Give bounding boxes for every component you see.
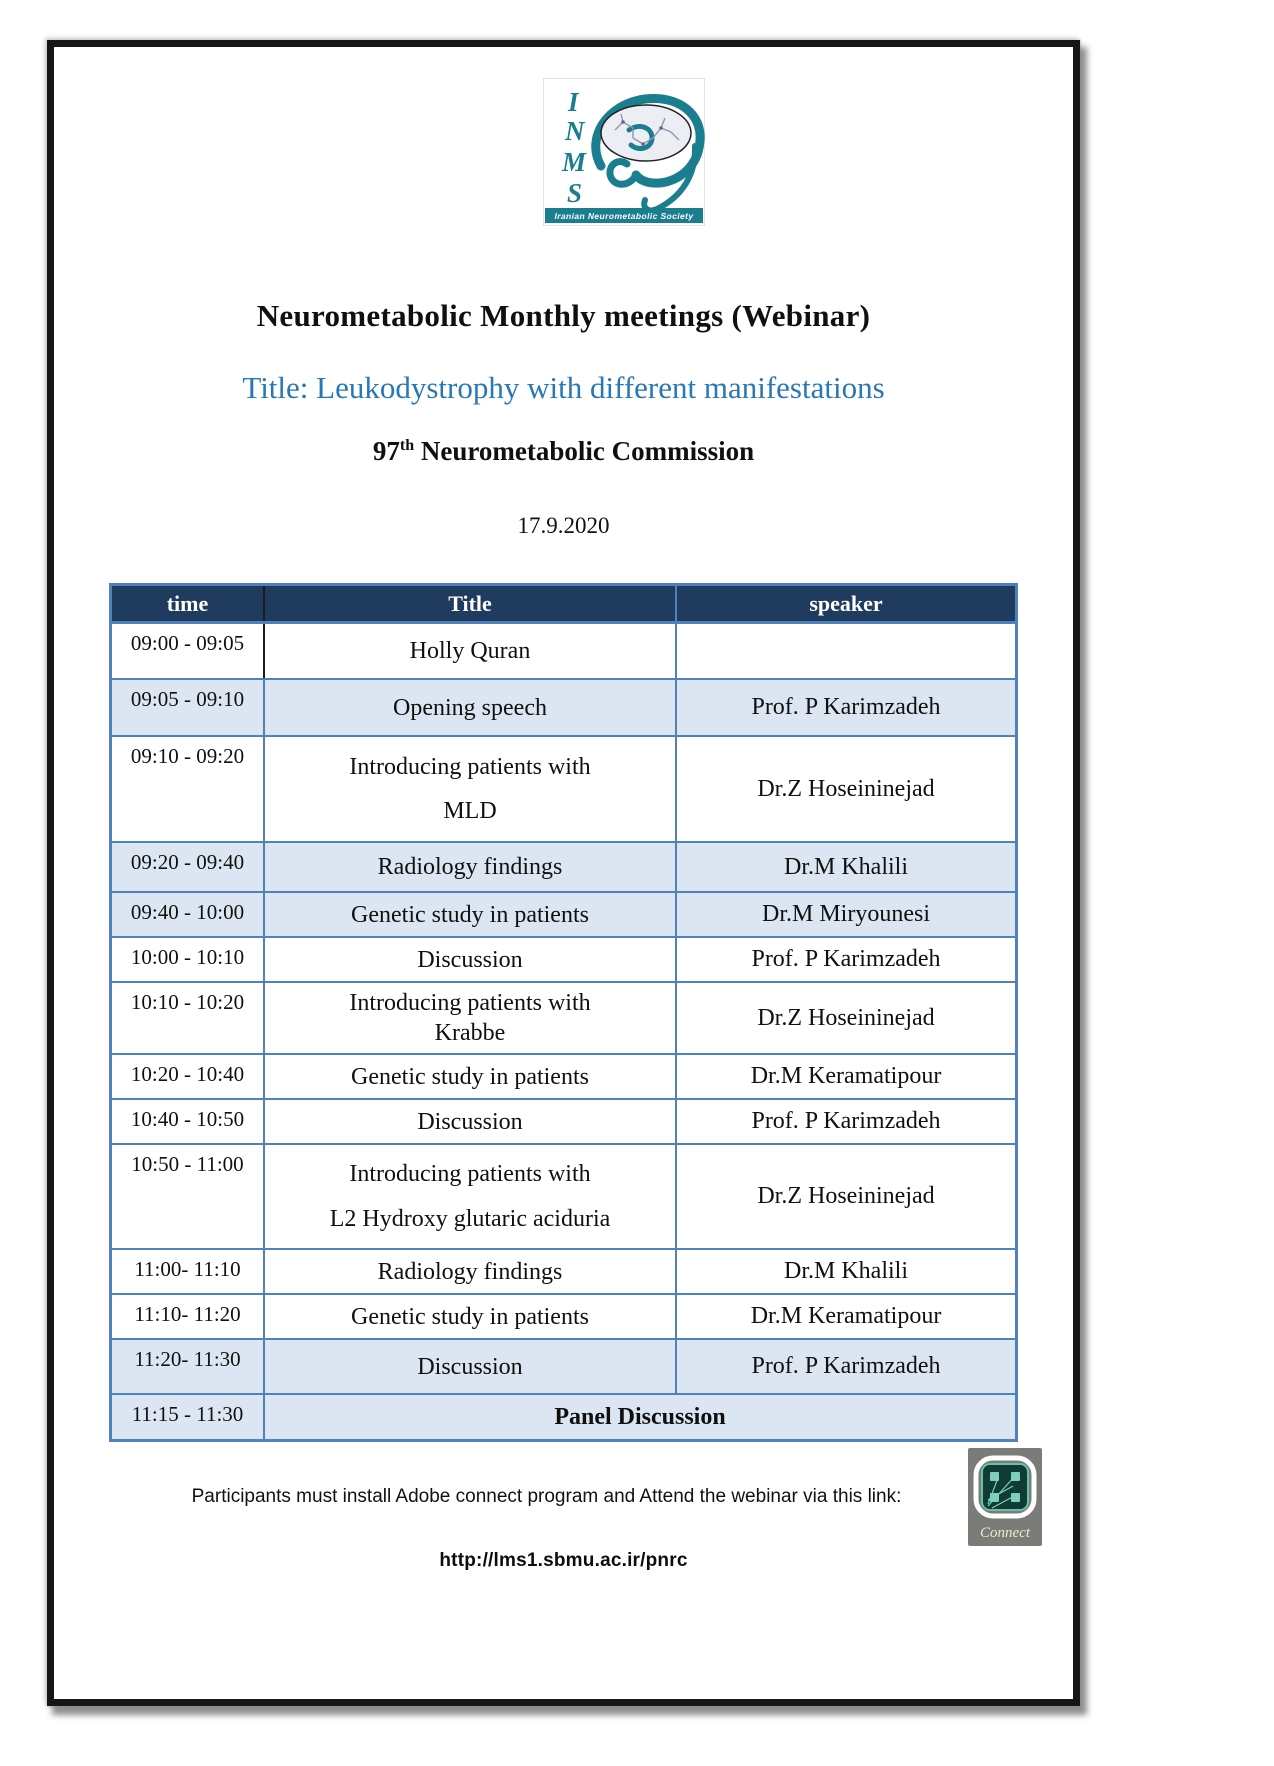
- commission-title-rest: Neurometabolic Commission: [414, 436, 755, 466]
- session-title: [265, 1340, 677, 1393]
- session-speaker: Dr.M Khalili: [784, 853, 908, 880]
- session-title-line: Introducing patients with: [349, 990, 591, 1016]
- session-title: [265, 893, 677, 936]
- session-time: 11:15 - 11:30: [112, 1395, 265, 1439]
- column-header-speaker: speaker: [809, 590, 883, 616]
- adobe-connect-icon[interactable]: [968, 1448, 1042, 1546]
- commission-ordinal-suffix: th: [399, 437, 415, 454]
- table-row: [112, 981, 1015, 1053]
- session-speaker: Prof. P Karimzadeh: [751, 1108, 941, 1134]
- session-title: [265, 1055, 677, 1098]
- session-time: 09:05 - 09:10: [112, 680, 265, 735]
- session-title: [265, 1145, 677, 1248]
- session-speaker: Dr.Z Hoseininejad: [757, 1183, 935, 1209]
- session-time: 11:20- 11:30: [112, 1340, 265, 1393]
- session-title: [265, 1295, 677, 1338]
- table-row: [112, 1143, 1015, 1248]
- session-speaker: Dr.Z Hoseininejad: [757, 775, 935, 802]
- session-title: [265, 624, 677, 678]
- svg-text:M: M: [561, 147, 586, 177]
- schedule-table-body: [112, 621, 1015, 1439]
- session-title: [265, 737, 677, 841]
- column-header-time: time: [112, 586, 265, 621]
- session-title-line: Discussion: [417, 1353, 523, 1380]
- table-row: [112, 735, 1015, 841]
- page-border-frame: [47, 40, 1080, 1706]
- table-row: [112, 678, 1015, 735]
- session-speaker: Dr.M Keramatipour: [750, 1063, 942, 1089]
- session-title: [265, 938, 677, 981]
- footer: [64, 1448, 1064, 1546]
- session-time: 10:10 - 10:20: [112, 983, 265, 1053]
- session-title-line: L2 Hydroxy glutaric aciduria: [329, 1205, 611, 1232]
- session-time: 11:10- 11:20: [112, 1295, 265, 1338]
- svg-text:N: N: [564, 116, 584, 146]
- session-time: 11:00- 11:10: [112, 1250, 265, 1293]
- session-speaker: Dr.Z Hoseininejad: [757, 1004, 935, 1031]
- session-time: 09:40 - 10:00: [112, 893, 265, 936]
- session-title-line: Discussion: [417, 1108, 523, 1135]
- molecule-ellipse: [601, 105, 691, 161]
- table-row: [112, 621, 1015, 678]
- table-row: [112, 841, 1015, 891]
- session-speaker: Prof. P Karimzadeh: [751, 694, 941, 720]
- session-time: 09:20 - 09:40: [112, 843, 265, 891]
- table-row: [112, 1053, 1015, 1098]
- session-title-line: Introducing patients with: [349, 753, 591, 780]
- session-speaker: Prof. P Karimzadeh: [751, 946, 941, 972]
- session-title-line: Radiology findings: [377, 854, 563, 880]
- session-title: [265, 843, 677, 891]
- footer-note: Participants must install Adobe connect program and Attend the webinar via this link:: [191, 1486, 902, 1507]
- webinar-topic-title: Title: Leukodystrophy with different manifestations: [242, 370, 885, 405]
- event-date: 17.9.2020: [517, 513, 610, 538]
- schedule-table-header: [112, 586, 1015, 621]
- table-row: [112, 1098, 1015, 1143]
- webinar-link[interactable]: http://lms1.sbmu.ac.ir/pnrc: [439, 1550, 688, 1571]
- session-title: [265, 1100, 677, 1143]
- connect-icon-label: Connect: [979, 1525, 1030, 1541]
- inms-logo-image: [543, 78, 705, 226]
- page-title: Neurometabolic Monthly meetings (Webinar): [256, 298, 871, 333]
- session-title-line: Genetic study in patients: [351, 901, 589, 928]
- session-speaker: Prof. P Karimzadeh: [751, 1353, 941, 1379]
- table-row: [112, 1293, 1015, 1338]
- panel-discussion-row: [112, 1393, 1015, 1439]
- schedule-table: [109, 583, 1018, 1442]
- session-title-line: Discussion: [417, 946, 523, 973]
- inms-logo: [543, 78, 705, 226]
- svg-text:S: S: [566, 178, 582, 208]
- session-time: 09:00 - 09:05: [112, 624, 265, 678]
- session-time: 10:40 - 10:50: [112, 1100, 265, 1143]
- commission-title: [373, 436, 754, 467]
- session-title: [265, 680, 677, 735]
- table-row: [112, 1248, 1015, 1293]
- column-header-title: Title: [265, 586, 677, 621]
- session-time: 10:20 - 10:40: [112, 1055, 265, 1098]
- panel-discussion-title: Panel Discussion: [554, 1403, 726, 1430]
- session-speaker: Dr.M Keramatipour: [750, 1303, 942, 1329]
- session-time: 09:10 - 09:20: [112, 737, 265, 841]
- session-speaker: Dr.M Miryounesi: [762, 901, 930, 927]
- commission-number: 97: [372, 436, 400, 466]
- table-row: [112, 891, 1015, 936]
- session-title-line: Holly Quran: [409, 638, 531, 664]
- session-time: 10:00 - 10:10: [112, 938, 265, 981]
- session-title-line: Krabbe: [434, 1020, 506, 1046]
- session-time: 10:50 - 11:00: [112, 1145, 265, 1248]
- session-title-line: Opening speech: [393, 694, 547, 721]
- svg-text:I: I: [567, 87, 579, 117]
- session-speaker: Dr.M Khalili: [784, 1258, 908, 1284]
- session-title-line: Genetic study in patients: [351, 1303, 589, 1330]
- table-row: [112, 1338, 1015, 1393]
- logo-banner-text: Iranian Neurometabolic Society: [553, 211, 694, 221]
- session-title-line: MLD: [443, 798, 497, 825]
- session-title: [265, 1250, 677, 1293]
- session-title: [265, 983, 677, 1053]
- session-speaker: [677, 624, 1015, 678]
- session-title-line: Introducing patients with: [349, 1161, 591, 1188]
- session-title-line: Genetic study in patients: [351, 1063, 589, 1090]
- table-row: [112, 936, 1015, 981]
- session-title-line: Radiology findings: [377, 1258, 563, 1285]
